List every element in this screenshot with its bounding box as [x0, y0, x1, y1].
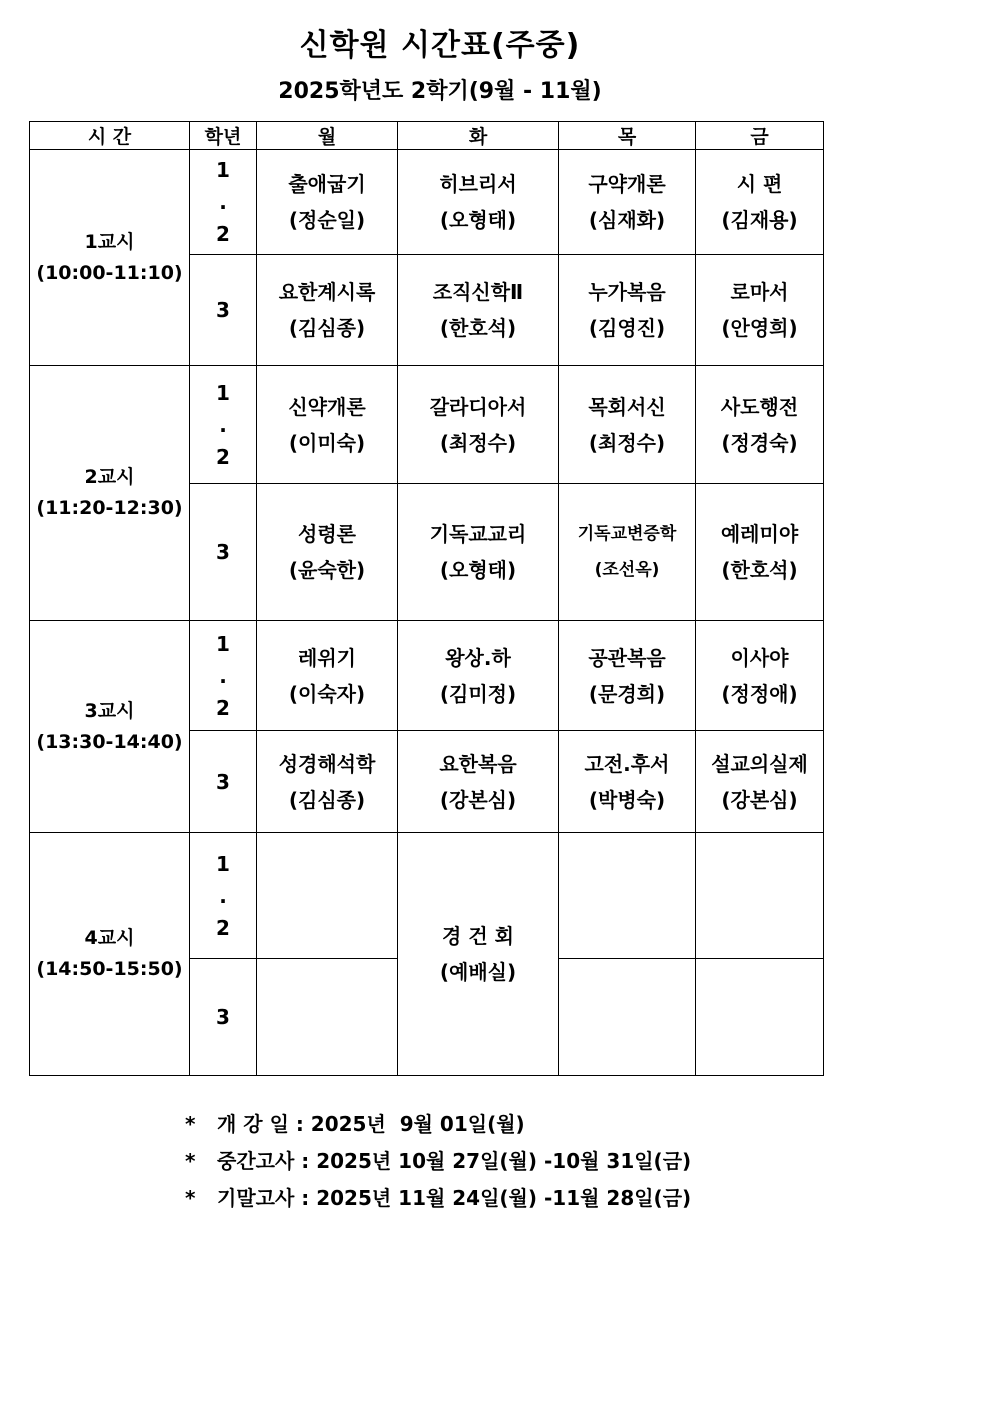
period-name: 3교시	[84, 699, 135, 722]
page-title: 신학원 시간표(주중)	[299, 28, 581, 63]
course-cell	[257, 621, 398, 731]
page-subtitle: 2025학년도 2학기(9월 - 11월)	[278, 79, 602, 104]
teacher-name: (윤숙한)	[288, 558, 366, 582]
empty-cell	[257, 959, 398, 1076]
course-cell	[257, 731, 398, 833]
header-thu: 목	[559, 122, 696, 150]
period-cell	[30, 366, 190, 621]
course-cell	[559, 484, 696, 621]
course-name: 왕상.하	[445, 645, 511, 670]
course-cell	[696, 484, 824, 621]
period-cell	[30, 150, 190, 366]
grade-label: 2	[216, 444, 230, 469]
notes-section	[185, 1108, 691, 1219]
teacher-name: (김심종)	[288, 316, 366, 340]
grade-cell	[190, 150, 257, 255]
course-name: 요한복음	[439, 751, 517, 776]
course-cell	[696, 731, 824, 833]
course-cell	[559, 366, 696, 484]
grade-cell	[190, 621, 257, 731]
course-name: 히브리서	[439, 172, 517, 196]
course-name: 출애굽기	[288, 172, 366, 196]
period-name: 2교시	[84, 466, 135, 488]
period-name: 1교시	[84, 230, 135, 253]
empty-cell	[559, 959, 696, 1076]
course-name: 로마서	[730, 280, 789, 304]
course-name: 사도행전	[720, 394, 799, 419]
bullet-star: *	[185, 1149, 196, 1173]
course-name: 이사야	[730, 645, 789, 670]
period-cell	[30, 833, 190, 1076]
teacher-name: (김재용)	[721, 208, 798, 232]
period-name: 4교시	[84, 927, 135, 949]
course-cell	[559, 255, 696, 366]
course-cell	[559, 731, 696, 833]
grade-label: .	[219, 663, 227, 688]
course-name: 목회서신	[588, 394, 666, 419]
course-cell	[398, 255, 559, 366]
teacher-name: (정순일)	[288, 208, 366, 232]
bullet-star: *	[185, 1112, 196, 1136]
note-text: 기말고사 : 2025년 11월 24일(월) -11월 28일(금)	[217, 1186, 692, 1210]
place-name: (예배실)	[439, 960, 517, 984]
course-name: 신약개론	[288, 394, 366, 419]
empty-cell	[257, 833, 398, 959]
teacher-name: (최정수)	[439, 430, 517, 455]
header-mon: 월	[257, 122, 398, 150]
course-cell	[696, 621, 824, 731]
teacher-name: (최정수)	[588, 430, 666, 455]
header-tue: 화	[398, 122, 559, 150]
chapel-cell	[398, 833, 559, 1076]
course-cell	[696, 150, 824, 255]
course-name: 경 건 회	[442, 924, 514, 948]
teacher-name: (김영진)	[588, 316, 666, 340]
grade-label: 1	[216, 631, 230, 656]
course-cell	[257, 150, 398, 255]
empty-cell	[696, 833, 824, 959]
course-cell	[257, 255, 398, 366]
course-name: 조직신학Ⅱ	[432, 280, 524, 304]
note-item	[185, 1182, 691, 1219]
grade-label: 2	[216, 695, 230, 720]
empty-cell	[696, 959, 824, 1076]
course-name: 공관복음	[588, 645, 666, 670]
header-row	[30, 122, 824, 150]
teacher-name: (강본심)	[721, 787, 798, 812]
course-cell	[398, 621, 559, 731]
grade-cell: 3	[190, 255, 257, 366]
teacher-name: (조선옥)	[594, 560, 660, 580]
teacher-name: (정정애)	[721, 681, 798, 706]
teacher-name: (이숙자)	[288, 681, 366, 706]
note-text: 중간고사 : 2025년 10월 27일(월) -10월 31일(금)	[217, 1149, 692, 1173]
course-cell	[696, 255, 824, 366]
grade-label: .	[219, 190, 227, 214]
teacher-name: (오형태)	[439, 558, 517, 582]
course-name: 요한계시록	[278, 280, 376, 304]
course-name: 기독교교리	[429, 522, 527, 546]
note-text: 개 강 일 : 2025년 9월 01일(월)	[217, 1112, 525, 1136]
course-name: 레위기	[298, 645, 356, 670]
teacher-name: (한호석)	[439, 316, 517, 340]
teacher-name: (이미숙)	[288, 430, 366, 455]
table-row	[30, 621, 824, 731]
note-item	[185, 1108, 691, 1145]
teacher-name: (오형태)	[439, 208, 517, 232]
course-cell	[398, 484, 559, 621]
course-name: 성령론	[298, 522, 356, 546]
period-time: (13:30-14:40)	[36, 730, 183, 753]
grade-cell: 3	[190, 731, 257, 833]
course-name: 성경해석학	[278, 751, 376, 776]
teacher-name: (심재화)	[588, 208, 666, 232]
grade-label: 1	[216, 380, 230, 405]
grade-cell: 3	[190, 959, 257, 1076]
grade-label: .	[219, 883, 227, 908]
header-grade: 학년	[190, 122, 257, 150]
course-name: 구약개론	[588, 172, 666, 196]
grade-label: 1	[216, 158, 230, 182]
grade-label: 2	[216, 915, 230, 940]
course-name: 고전.후서	[584, 751, 670, 776]
course-name: 예레미야	[720, 522, 799, 546]
teacher-name: (강본심)	[439, 787, 517, 812]
grade-label: .	[219, 412, 227, 437]
teacher-name: (김미정)	[439, 681, 517, 706]
grade-cell	[190, 833, 257, 959]
teacher-name: (안영희)	[721, 316, 798, 340]
course-name: 누가복음	[588, 280, 666, 304]
grade-cell: 3	[190, 484, 257, 621]
course-cell	[257, 366, 398, 484]
empty-cell	[559, 833, 696, 959]
period-time: (10:00-11:10)	[36, 261, 183, 284]
grade-label: 1	[216, 851, 230, 876]
period-cell	[30, 621, 190, 833]
timetable	[29, 121, 824, 1076]
teacher-name: (박병숙)	[588, 787, 666, 812]
course-cell	[559, 621, 696, 731]
course-cell	[398, 366, 559, 484]
period-time: (11:20-12:30)	[36, 497, 183, 519]
period-time: (14:50-15:50)	[36, 958, 183, 980]
teacher-name: (한호석)	[721, 558, 798, 582]
course-name: 기독교변증학	[577, 524, 677, 544]
grade-label: 2	[216, 222, 230, 246]
course-cell	[398, 731, 559, 833]
teacher-name: (문경희)	[588, 681, 666, 706]
course-name: 설교의실제	[711, 751, 808, 776]
course-cell	[696, 366, 824, 484]
grade-cell	[190, 366, 257, 484]
note-item	[185, 1145, 691, 1182]
table-row	[30, 366, 824, 484]
table-row	[30, 833, 824, 959]
table-row	[30, 150, 824, 255]
course-name: 갈라디아서	[429, 394, 527, 419]
header-time: 시 간	[30, 122, 190, 150]
header-fri: 금	[696, 122, 824, 150]
course-cell	[559, 150, 696, 255]
course-name: 시 편	[736, 172, 783, 196]
teacher-name: (정경숙)	[721, 430, 798, 455]
course-cell	[257, 484, 398, 621]
course-cell	[398, 150, 559, 255]
bullet-star: *	[185, 1186, 196, 1210]
teacher-name: (김심종)	[288, 787, 366, 812]
